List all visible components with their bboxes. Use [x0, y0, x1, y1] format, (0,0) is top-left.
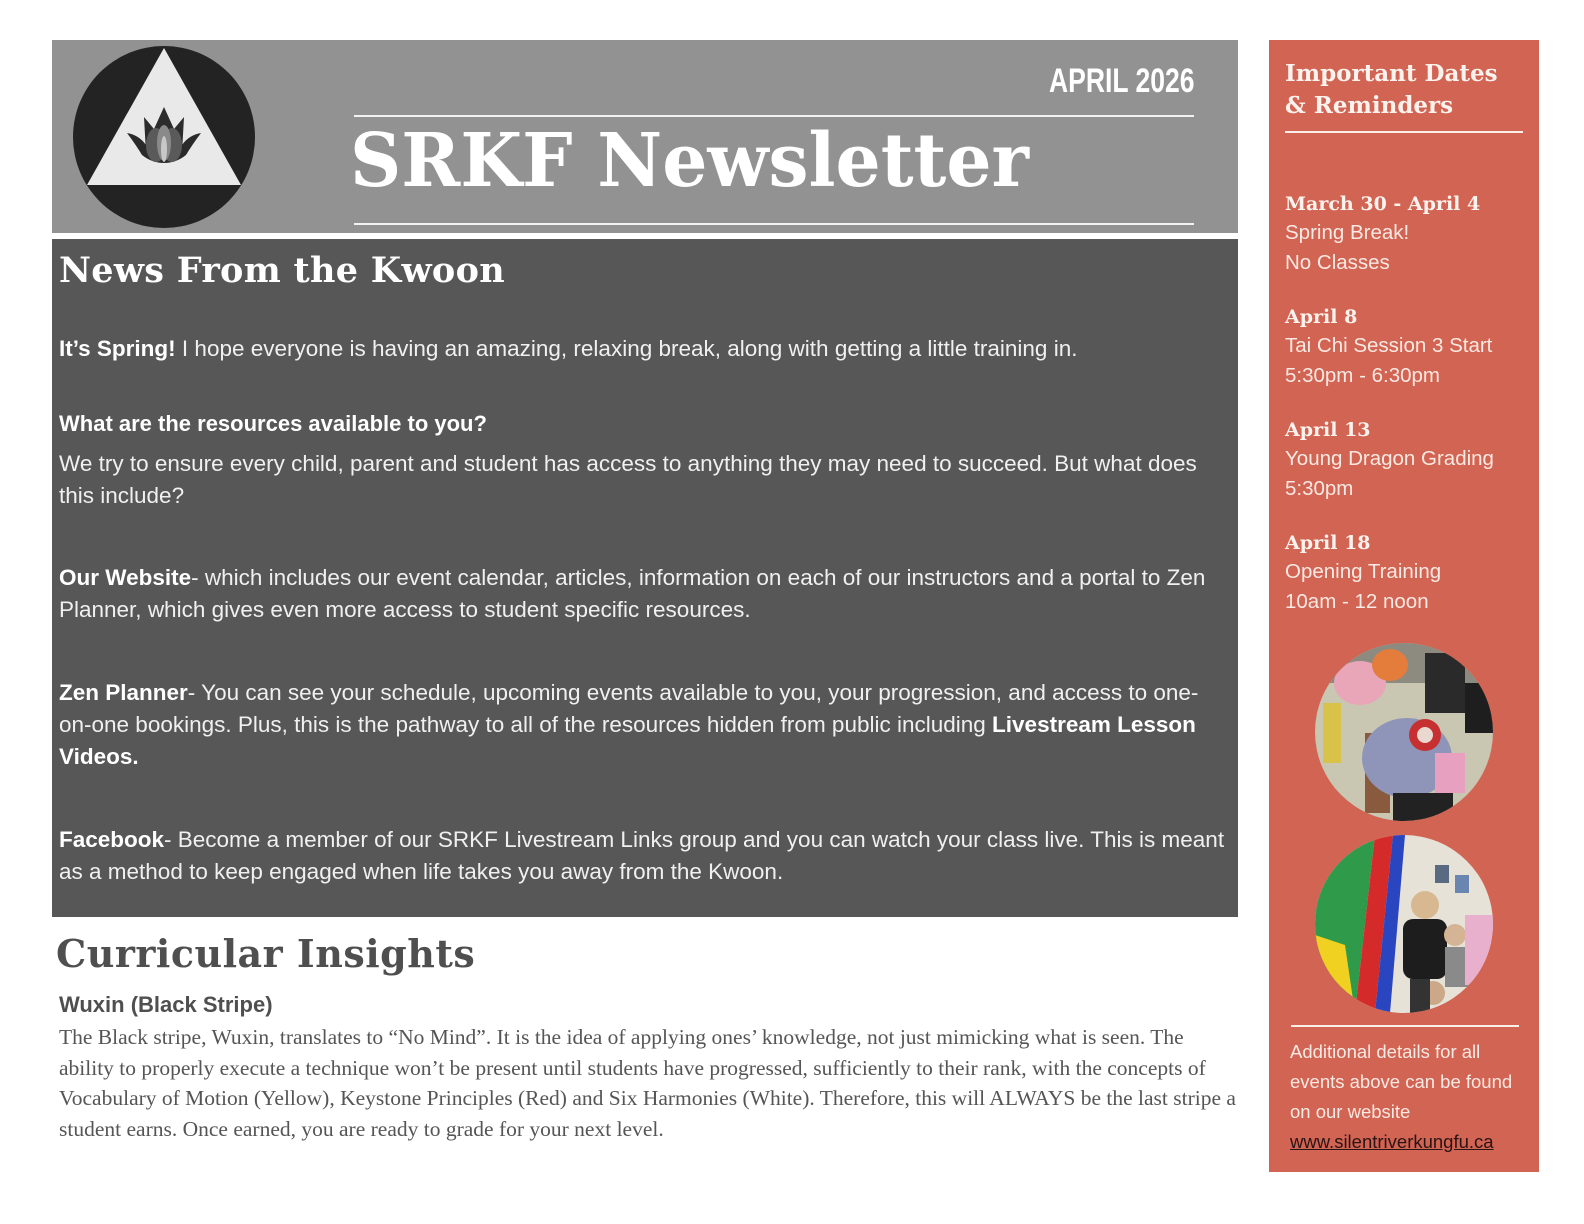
event-line: No Classes [1285, 251, 1390, 274]
news-heading: News From the Kwoon [59, 250, 505, 291]
website-link[interactable]: www.silentriverkungfu.ca [1290, 1131, 1494, 1152]
footer-text: Additional details for all events above can be found on our website [1290, 1041, 1513, 1122]
zen-planner-text: - You can see your schedule, upcoming events available to you, your progression, and access to one-on-one bookings. Plus, this is the pathway to all of the resources hidden from public including [59, 680, 1199, 737]
event-line: Spring Break! [1285, 221, 1410, 244]
event-line: Opening Training [1285, 560, 1442, 583]
website-lead: Our Website [59, 565, 192, 590]
curricular-heading: Curricular Insights [56, 931, 476, 976]
curricular-insights-section [56, 928, 1236, 1144]
spring-paragraph [59, 333, 1230, 365]
resources-question [59, 408, 1230, 440]
event-line: 5:30pm [1285, 477, 1354, 500]
event-item [1285, 529, 1535, 617]
website-text: - which includes our event calendar, articles, information on each of our instructors and a portal to Zen Planner, which gives even more access to student specific resources. [59, 565, 1206, 622]
issue-date: APRIL 2026 [1048, 62, 1194, 100]
lotus-triangle-logo-icon [72, 45, 256, 229]
resources-question-text: What are the resources available to you? [59, 411, 487, 436]
lion-dance-image-icon [1315, 643, 1493, 821]
sidebar-divider [1285, 131, 1523, 133]
header-divider-top [354, 115, 1194, 117]
facebook-paragraph [59, 824, 1230, 888]
event-item [1285, 416, 1535, 504]
sidebar-footer-divider [1291, 1025, 1519, 1027]
header-divider-bottom [354, 223, 1194, 225]
event-line: 5:30pm - 6:30pm [1285, 364, 1440, 387]
newsletter-header [52, 40, 1238, 233]
sidebar-footer [1290, 1037, 1530, 1157]
event-item [1285, 190, 1535, 278]
event-date: April 8 [1285, 306, 1358, 328]
event-item [1285, 303, 1535, 391]
zen-planner-paragraph [59, 677, 1230, 773]
event-line: Young Dragon Grading [1285, 447, 1494, 470]
kids-parachute-photo [1315, 835, 1493, 1013]
important-dates-sidebar [1269, 40, 1539, 1172]
curricular-body: The Black stripe, Wuxin, translates to “No Mind”. It is the idea of applying ones’ knowledge, not just mimicking what is seen. The ability to properly execute a technique won’t be present until students have progressed, sufficiently to their rank, with the concepts of Vocabulary of Motion (Yellow), Keystone Principles (Red) and Six Harmonies (White). Therefore, this will ALWAYS be the last stripe a student earns. Once earned, you are ready to grade for your next level. [59, 1025, 1236, 1141]
news-from-kwoon-section [52, 239, 1238, 917]
curricular-subheading: Wuxin (Black Stripe) [59, 992, 273, 1017]
lion-dance-photo [1315, 643, 1493, 821]
spring-lead: It’s Spring! [59, 336, 176, 361]
sidebar-title: Important Dates & Reminders [1285, 60, 1498, 119]
website-paragraph [59, 562, 1230, 626]
event-line: Tai Chi Session 3 Start [1285, 334, 1493, 357]
facebook-text: - Become a member of our SRKF Livestream Links group and you can watch your class live. This is meant as a method to keep engaged when life takes you away from the Kwoon. [59, 827, 1225, 884]
event-date: April 18 [1285, 532, 1371, 554]
event-date: April 13 [1285, 419, 1371, 441]
kids-parachute-image-icon [1315, 835, 1493, 1013]
event-line: 10am - 12 noon [1285, 590, 1429, 613]
facebook-lead: Facebook [59, 827, 165, 852]
spring-text: I hope everyone is having an amazing, relaxing break, along with getting a little training in. [175, 336, 1078, 361]
event-date: March 30 - April 4 [1285, 193, 1481, 215]
zen-planner-lead: Zen Planner [59, 680, 188, 705]
resources-paragraph: We try to ensure every child, parent and student has access to anything they may need to succeed. But what does this include? [59, 451, 1197, 508]
livestream-videos-emphasis: Livestream Lesson Videos. [59, 712, 1196, 769]
newsletter-title: SRKF Newsletter [350, 118, 1029, 204]
